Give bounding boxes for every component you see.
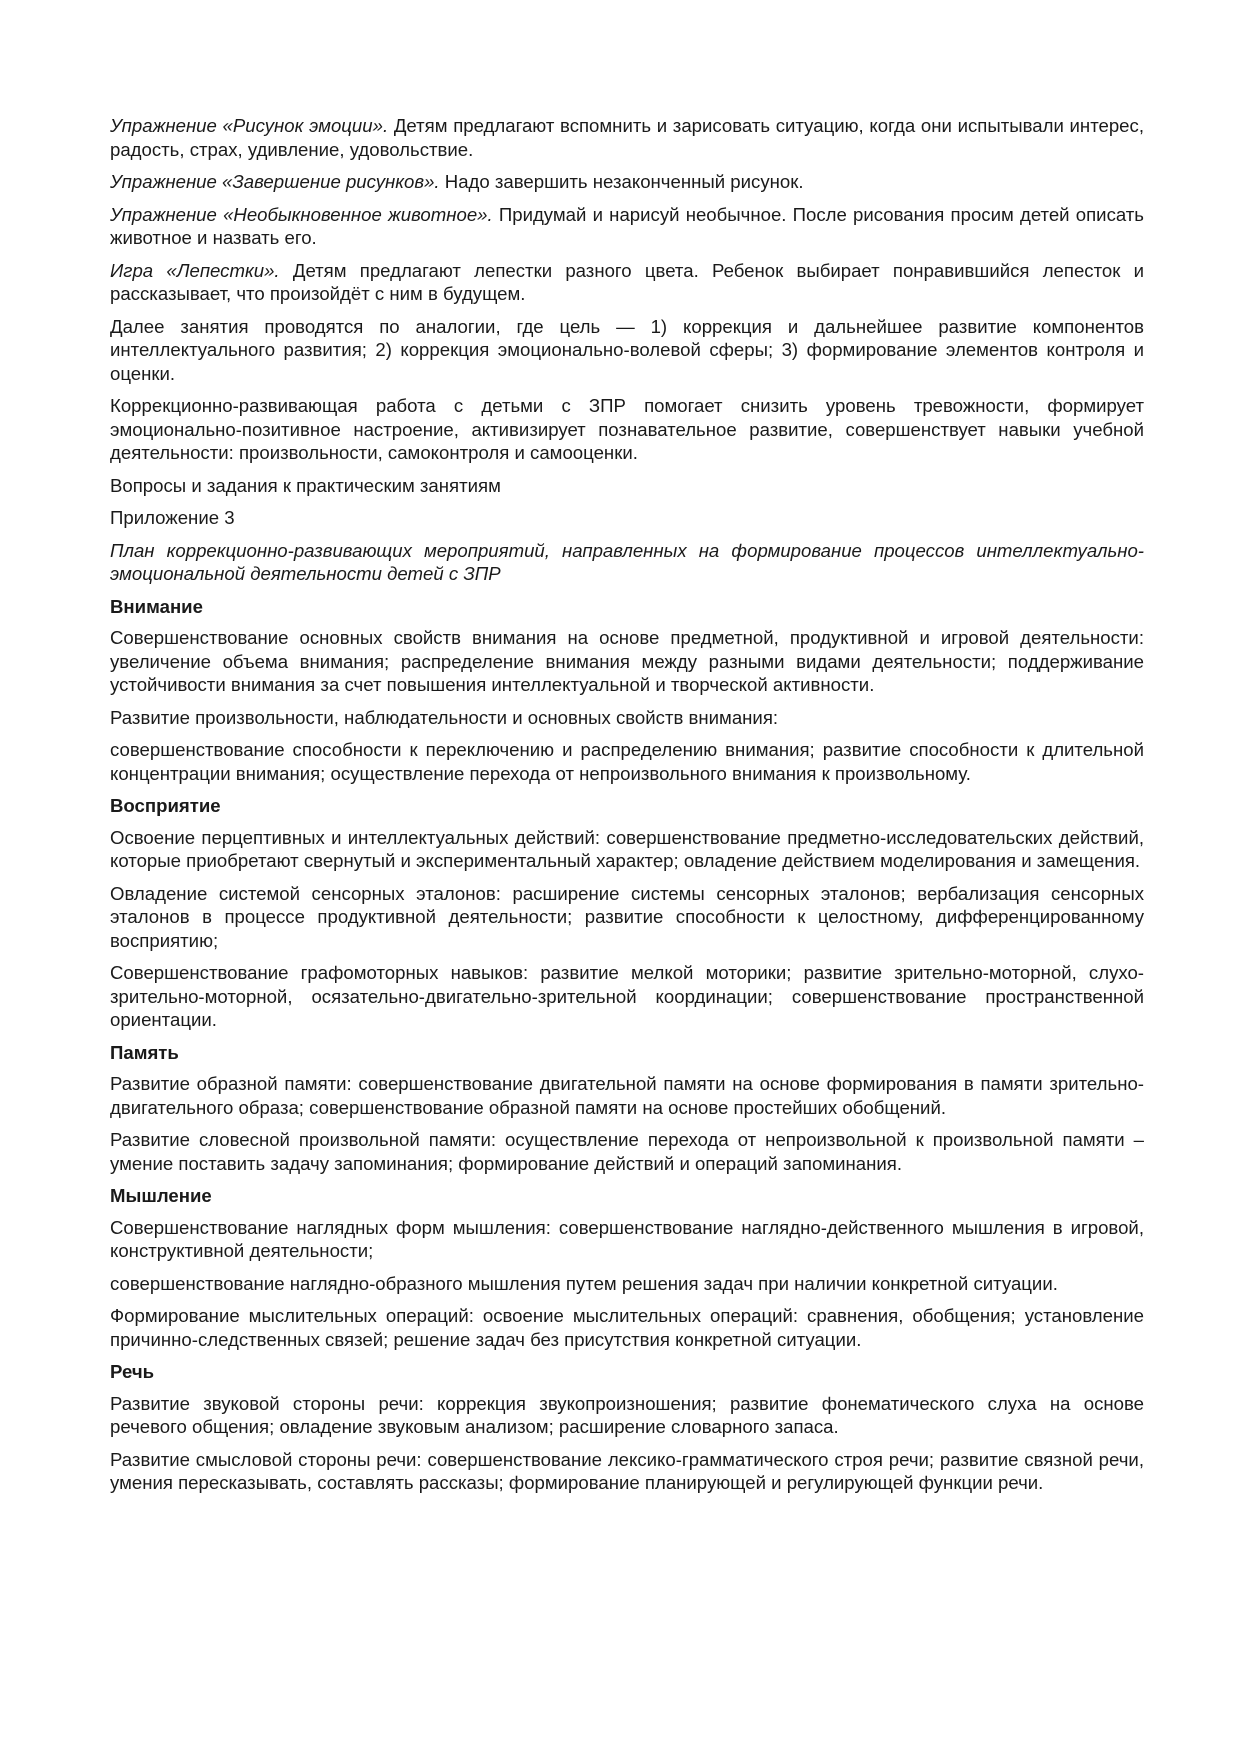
paragraph-text: совершенствование способности к переключению и распределению внимания; развитие способности к длительной концентрации внимания; осуществление перехода от непроизвольного внимания к произвольному. <box>110 739 1144 784</box>
paragraph-text: Приложение 3 <box>110 507 235 528</box>
paragraph <box>110 539 1144 586</box>
paragraph-text: Надо завершить незаконченный рисунок. <box>439 171 804 192</box>
paragraph-text: Совершенствование графомоторных навыков: развитие мелкой моторики; развитие зрительно-моторной, слухо-зрительно-моторной, осязательно-двигательно-зрительной координации; совершенствование пространственной ориентации. <box>110 962 1144 1030</box>
paragraph <box>110 738 1144 785</box>
paragraph <box>110 1128 1144 1175</box>
paragraph-text: Детям предлагают вспомнить и зарисовать ситуацию, когда они испытывали интерес, радость, страх, удивление, удовольствие. <box>110 115 1144 160</box>
paragraph <box>110 1216 1144 1263</box>
paragraph-text: Коррекционно-развивающая работа с детьми с ЗПР помогает снизить уровень тревожности, формирует эмоционально-позитивное настроение, активизирует познавательное развитие, совершенствует навыки учебной деятельности: произвольности, самоконтроля и самооценки. <box>110 395 1144 463</box>
plain-line <box>110 474 1144 498</box>
italic-lead: План коррекционно-развивающих мероприятий, направленных на формирование процессов интеллектуально-эмоциональной деятельности детей с ЗПР <box>110 539 1144 584</box>
paragraph-text: Овладение системой сенсорных эталонов: расширение системы сенсорных эталонов; вербализация сенсорных эталонов в процессе продуктивной деятельности; развитие способности к целостному, дифференцированному восприятию; <box>110 882 1144 951</box>
section-heading: Восприятие <box>110 795 221 816</box>
plain-line <box>110 506 1144 530</box>
paragraph <box>110 170 1144 194</box>
paragraph-text: Развитие звуковой стороны речи: коррекция звукопроизношения; развитие фонематического слуха на основе речевого общения; овладение звуковым анализом; расширение словарного запаса. <box>110 1392 1144 1437</box>
italic-lead: Упражнение «Необыкновенное животное». <box>110 203 493 225</box>
paragraph-text: Освоение перцептивных и интеллектуальных действий: совершенствование предметно-исследовательских действий, которые приобретают свернутый и экспериментальный характер; овладение действием моделирования и замещения. <box>110 826 1144 871</box>
paragraph <box>110 1072 1144 1119</box>
italic-lead: Упражнение «Рисунок эмоции». <box>110 115 389 136</box>
section-heading: Внимание <box>110 595 203 617</box>
section-heading: Мышление <box>110 1185 212 1206</box>
paragraph-text: Развитие словесной произвольной памяти: осуществление перехода от непроизвольной к произвольной памяти – умение поставить задачу запоминания; формирование действий и операций запоминания. <box>110 1129 1144 1174</box>
paragraph <box>110 315 1144 386</box>
paragraph <box>110 706 1144 730</box>
paragraph-text: Развитие смысловой стороны речи: совершенствование лексико-грамматического строя речи; развитие связной речи, умения пересказывать, составлять рассказы; формирование планирующей и регулирующей функции речи. <box>110 1448 1144 1493</box>
paragraph <box>110 1392 1144 1439</box>
paragraph-text: Далее занятия проводятся по аналогии, где цель — 1) коррекция и дальнейшее развитие компонентов интеллектуального развития; 2) коррекция эмоционально-волевой сферы; 3) формирование элементов контроля и оценки. <box>110 315 1144 384</box>
paragraph <box>110 882 1144 953</box>
paragraph <box>110 961 1144 1032</box>
paragraph <box>110 626 1144 697</box>
italic-lead: Игра «Лепестки». <box>110 259 280 281</box>
paragraph-text: совершенствование наглядно-образного мышления путем решения задач при наличии конкретной ситуации. <box>110 1272 1058 1294</box>
paragraph-text: Вопросы и задания к практическим занятиям <box>110 474 501 496</box>
paragraph <box>110 1272 1144 1296</box>
paragraph-text: Совершенствование наглядных форм мышления: совершенствование наглядно-действенного мышления в игровой, конструктивной деятельности; <box>110 1216 1144 1261</box>
paragraph <box>110 826 1144 873</box>
paragraph-text: Придумай и нарисуй необычное. После рисования просим детей описать животное и назвать его. <box>110 203 1144 248</box>
italic-lead: Упражнение «Завершение рисунков». <box>110 171 440 192</box>
paragraph-text: Детям предлагают лепестки разного цвета. Ребенок выбирает понравившийся лепесток и рассказывает, что произойдёт с ним в будущем. <box>110 259 1145 304</box>
section-heading: Речь <box>110 1361 155 1382</box>
paragraph-text: Развитие образной памяти: совершенствование двигательной памяти на основе формирования в памяти зрительно-двигательного образа; совершенствование образной памяти на основе простейших обобщений. <box>110 1073 1144 1118</box>
paragraph <box>110 394 1144 465</box>
paragraph-text: Формирование мыслительных операций: освоение мыслительных операций: сравнения, обобщения; установление причинно-следственных связей; решение задач без присутствия конкретной ситуации. <box>110 1305 1144 1350</box>
paragraph <box>110 1448 1144 1495</box>
document-page <box>110 114 1144 1504</box>
section-heading: Память <box>110 1041 179 1063</box>
paragraph <box>110 203 1144 250</box>
paragraph <box>110 114 1144 161</box>
paragraph <box>110 1304 1144 1351</box>
paragraph-text: Совершенствование основных свойств внимания на основе предметной, продуктивной и игровой деятельности: увеличение объема внимания; распределение внимания между разными видами деятельности; поддерживание устойчивости внимания за счет повышения интеллектуальной и творческой активности. <box>110 627 1144 695</box>
paragraph <box>110 259 1144 306</box>
paragraph-text: Развитие произвольности, наблюдательности и основных свойств внимания: <box>110 706 779 728</box>
